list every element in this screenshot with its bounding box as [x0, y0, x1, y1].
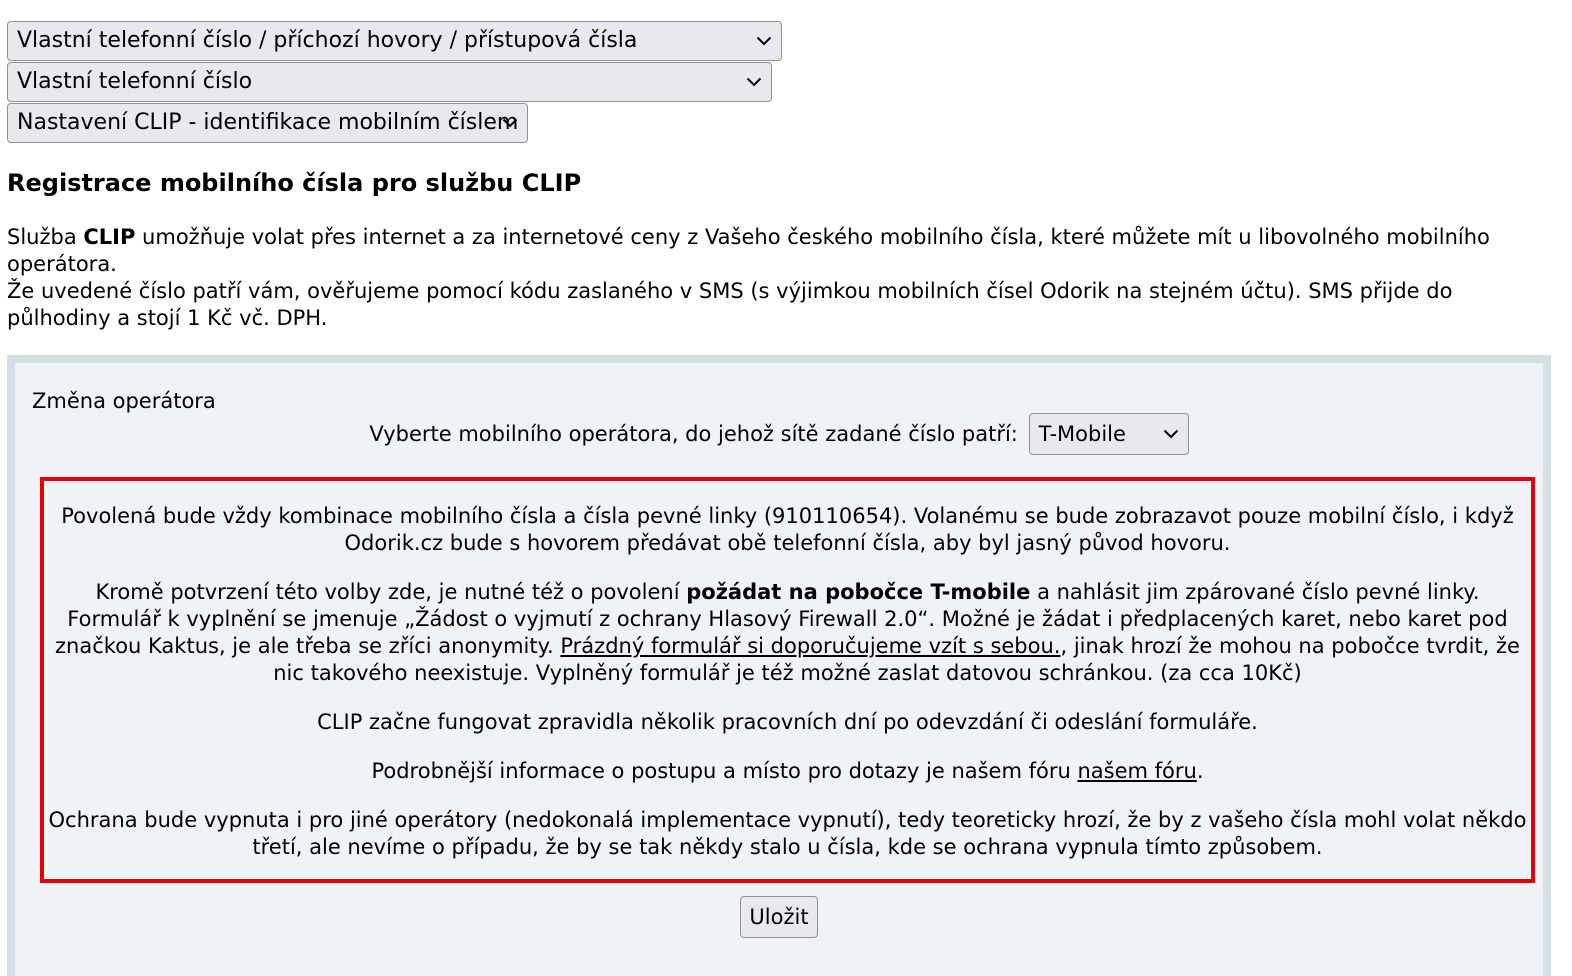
operator-row [15, 413, 1543, 455]
warning-paragraph-activation-time: CLIP začne fungovat zpravidla několik pracovních dní po odevzdání či odeslání formuláře. [317, 710, 1258, 734]
category-select[interactable] [7, 21, 782, 61]
branch-request-prefix: Kromě potvrzení této volby zde, je nutné též o povolení [95, 580, 687, 604]
page-select[interactable] [7, 103, 528, 143]
forum-link[interactable]: našem fóru [1077, 759, 1197, 783]
page-title: Registrace mobilního čísla pro službu CLIP [7, 169, 582, 197]
operator-select[interactable] [1029, 413, 1189, 455]
operator-form-panel [7, 355, 1551, 976]
page-select-value: Nastavení CLIP - identifikace mobilním číslem [17, 110, 519, 135]
subcategory-select[interactable] [7, 62, 772, 102]
intro-paragraph [7, 224, 1547, 278]
operator-label: Vyberte mobilního operátora, do jehož sítě zadané číslo patří: [369, 422, 1018, 446]
category-select-value: Vlastní telefonní číslo / příchozí hovory / přístupová čísla [17, 28, 638, 53]
navigation-selects [7, 21, 782, 143]
subcategory-select-value: Vlastní telefonní číslo [17, 69, 253, 94]
chevron-down-icon [501, 104, 519, 142]
warning-paragraph-protection: Ochrana bude vypnuta i pro jiné operátory (nedokonalá implementace vypnutí), tedy teoreticky hrozí, že by z vašeho čísla mohl volat někdo třetí, ale nevíme o případu, že by se tak někdy stalo u čísla, kde se ochrana vypnula tímto způsobem. [48, 808, 1527, 859]
save-button[interactable]: Uložit [740, 896, 818, 938]
chevron-down-icon [1162, 414, 1180, 454]
chevron-down-icon [745, 63, 763, 101]
warning-paragraph-combination: Povolená bude vždy kombinace mobilního čísla a čísla pevné linky (910110654). Volanému se bude zobrazavot pouze mobilní číslo, i když Odorik.cz bude s hovorem předávat obě telefonní čísla, aby byl jasný původ hovoru. [61, 504, 1514, 555]
warning-paragraph-forum [48, 758, 1527, 785]
intro-text [7, 224, 1547, 332]
warning-paragraph-branch-request [48, 579, 1527, 687]
intro-description: umožňuje volat přes internet a za internetové ceny z Vašeho českého mobilního čísla, které můžete mít u libovolného mobilního operátora. [7, 225, 1490, 276]
form-legend: Změna operátora [32, 389, 216, 413]
forum-prefix: Podrobnější informace o postupu a místo pro dotazy je našem fóru [371, 759, 1078, 783]
empty-form-link[interactable]: Prázdný formulář si doporučujeme vzít s sebou. [560, 634, 1061, 658]
clip-service-name: CLIP [83, 225, 136, 249]
branch-request-details: a nahlásit jim zpárované číslo pevné linky. Formulář k vyplnění se jmenuje „Žádost o vyjmutí z ochrany Hlasový Firewall 2.0“. Možné je žádat i předplacených karet, nebo karet pod značkou Kaktus, je ale třeba se zříci anonymity. [55, 580, 1508, 658]
chevron-down-icon [755, 22, 773, 60]
branch-request-suffix: , jinak hrozí že mohou na pobočce tvrdit, že nic takového neexistuje. Vyplněný formulář je též možné zaslat datovou schránkou. (za cca 10Kč) [273, 634, 1520, 685]
sms-verification-note: Že uvedené číslo patří vám, ověřujeme pomocí kódu zaslaného v SMS (s výjimkou mobilních čísel Odorik na stejném účtu). SMS přijde do půlhodiny a stojí 1 Kč vč. DPH. [7, 279, 1453, 330]
warning-box [40, 477, 1535, 883]
operator-select-value: T-Mobile [1038, 422, 1126, 446]
forum-suffix: . [1196, 759, 1204, 783]
intro-prefix: Služba [7, 225, 84, 249]
branch-request-emphasis: požádat na pobočce T-mobile [686, 580, 1031, 604]
